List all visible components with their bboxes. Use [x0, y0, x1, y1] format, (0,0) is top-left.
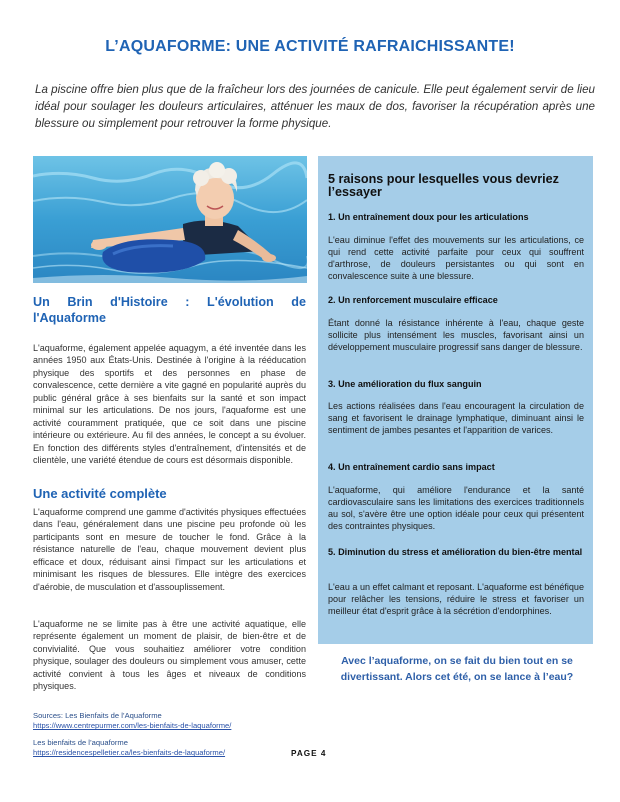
page-number: PAGE 4 [291, 749, 327, 758]
source-label-2: Les bienfaits de l’aquaforme [33, 738, 128, 747]
reason-3-body: Les actions réalisées dans l'eau encouragent la circulation de sang et favorisent le drainage lymphatique, diminuant ainsi le sentiment de jambes pesantes et l'apparition de varices. [328, 401, 584, 436]
reason-3-heading: 3. Une amélioration du flux sanguin [328, 379, 482, 389]
reason-2-body: Étant donné la résistance inhérente à l'eau, chaque geste sollicite plus intensément les muscles, favorisant ainsi un développement musculaire progressif sans danger de blessure. [328, 318, 584, 353]
intro-paragraph: La piscine offre bien plus que de la fraîcheur lors des journées de canicule. Elle peut également servir de lieu idéal pour soulager les douleurs articulaires, atténuer les maux de dos, favoriser la récupération après une blessure ou simplement pour retrouver la forme physique. [35, 83, 595, 130]
pool-photo [33, 156, 307, 283]
history-heading-cont: l'Aquaforme [33, 311, 106, 325]
page-title: L’AQUAFORME: UNE ACTIVITÉ RAFRAICHISSANTE! [105, 38, 515, 55]
closing-callout: Avec l’aquaforme, on se fait du bien tout en se divertissant. Alors cet été, on se lance à l’eau? [340, 655, 574, 683]
source-link-2[interactable]: https://residencespelletier.ca/les-bienfaits-de-laquaforme/ [33, 748, 226, 758]
complete-paragraph-1: L'aquaforme comprend une gamme d'activités physiques effectuées dans l'eau, généralement dans une piscine peu profonde où les participants sont en mesure de toucher le fond. Grâce à la résistance naturelle de l'eau, chaque mouvement devient plus efficace et doux, réduisant ainsi l'impact sur les articulations et minimisant les risques de blessures. Elle intègre des exercices d'aérobie, de musculation et d'assouplissement. [33, 507, 306, 592]
complete-heading: Une activité complète [33, 486, 167, 501]
reason-1-body: L'eau diminue l'effet des mouvements sur les articulations, ce qui rend cette activité parfaite pour ceux qui souffrent d'arthrose, de douleurs persistantes ou qui sont en convalescence suite à une blessure. [328, 235, 584, 282]
reason-4-heading: 4. Un entraînement cardio sans impact [328, 462, 495, 472]
reasons-title: 5 raisons pour lesquelles vous devriez l’essayer [328, 172, 559, 200]
source-label-1: Sources: Les Bienfaits de l’Aquaforme [33, 711, 162, 720]
reason-4-body: L'aquaforme, qui améliore l'endurance et la santé cardiovasculaire sans les limitations des exercices traditionnels au sol, s'avère être une option idéale pour ceux qui présentent des contraintes physiques. [328, 485, 584, 532]
reason-5-body: L'eau a un effet calmant et reposant. L'aquaforme est bénéfique pour relâcher les tensions, réduire le stress et favoriser un meilleur état d'esprit grâce à la sécrétion d'endorphines. [328, 582, 584, 617]
reason-1-heading: 1. Un entraînement doux pour les articulations [328, 212, 529, 222]
history-body: L'aquaforme, également appelée aquagym, a été inventée dans les années 1950 aux États-Unis. Destinée à l'origine à la rééducation physique des sportifs et des personnes en phase de convalescence, cette dernière a vite gagné en popularité auprès du public général grâce à ses bienfaits sur la santé et son impact minimal sur les articulations. De nos jours, l'aquaforme est une activité couramment pratiquée, que ce soit dans une piscine intérieure ou extérieure. Au fil des années, le concept a su évoluer. En fonction des différents styles d'entraînement, d'intensités et de clientèle, une variété étendue de cours est désormais disponible. [33, 343, 306, 466]
sources-block-1 [33, 711, 231, 732]
complete-paragraph-2: L'aquaforme ne se limite pas à être une activité aquatique, elle représente également un moment de plaisir, de bien-être et de convivialité. Que vous souhaitiez améliorer votre condition physique, soulager des douleurs ou simplement vous amuser, cette activité convient à tous les âges et niveaux de conditions physiques. [33, 619, 306, 692]
reason-2-heading: 2. Un renforcement musculaire efficace [328, 295, 498, 305]
sources-block-2 [33, 738, 225, 759]
source-link-1[interactable]: https://www.centrepurmer.com/les-bienfaits-de-laquaforme/ [33, 721, 232, 731]
history-heading: Un Brin d'Histoire : L'évolution de [33, 295, 306, 309]
reason-5-heading: 5. Diminution du stress et amélioration du bien-être mental [328, 547, 583, 557]
